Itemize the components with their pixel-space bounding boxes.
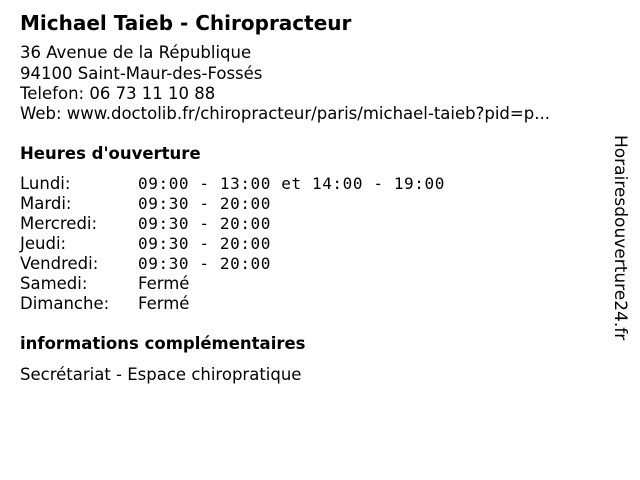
day-label: Mercredi: <box>20 214 98 233</box>
time-value: Fermé <box>138 274 190 293</box>
info-text: Secrétariat - Espace chiropratique <box>20 365 302 384</box>
website-link: Web: www.doctolib.fr/chiropracteur/paris/michael-taieb?pid=p... <box>20 104 550 123</box>
hours-row-thursday <box>20 234 580 254</box>
site-watermark: Horairesdouverture24.fr <box>610 135 630 341</box>
day-label: Dimanche: <box>20 294 110 313</box>
time-value: Fermé <box>138 294 190 313</box>
time-value: 09:30 - 20:00 <box>138 214 272 233</box>
hours-row-tuesday <box>20 194 580 214</box>
address-city: 94100 Saint-Maur-des-Fossés <box>20 64 263 83</box>
day-label: Lundi: <box>20 174 71 193</box>
time-value: 09:30 - 20:00 <box>138 234 272 253</box>
hours-row-sunday <box>20 294 580 314</box>
hours-row-friday <box>20 254 580 274</box>
hours-row-monday <box>20 174 580 194</box>
day-label: Vendredi: <box>20 254 99 273</box>
time-value: 09:30 - 20:00 <box>138 194 272 213</box>
day-label: Mardi: <box>20 194 72 213</box>
hours-row-wednesday <box>20 214 580 234</box>
info-heading: informations complémentaires <box>20 334 306 353</box>
time-value: 09:00 - 13:00 et 14:00 - 19:00 <box>138 174 445 193</box>
day-label: Jeudi: <box>20 234 67 253</box>
page-title: Michael Taieb - Chiropracteur <box>20 11 352 35</box>
hours-row-saturday <box>20 274 580 294</box>
phone-number: Telefon: 06 73 11 10 88 <box>20 84 216 103</box>
day-label: Samedi: <box>20 274 88 293</box>
hours-heading: Heures d'ouverture <box>20 144 201 163</box>
address-street: 36 Avenue de la République <box>20 43 252 62</box>
time-value: 09:30 - 20:00 <box>138 254 272 273</box>
